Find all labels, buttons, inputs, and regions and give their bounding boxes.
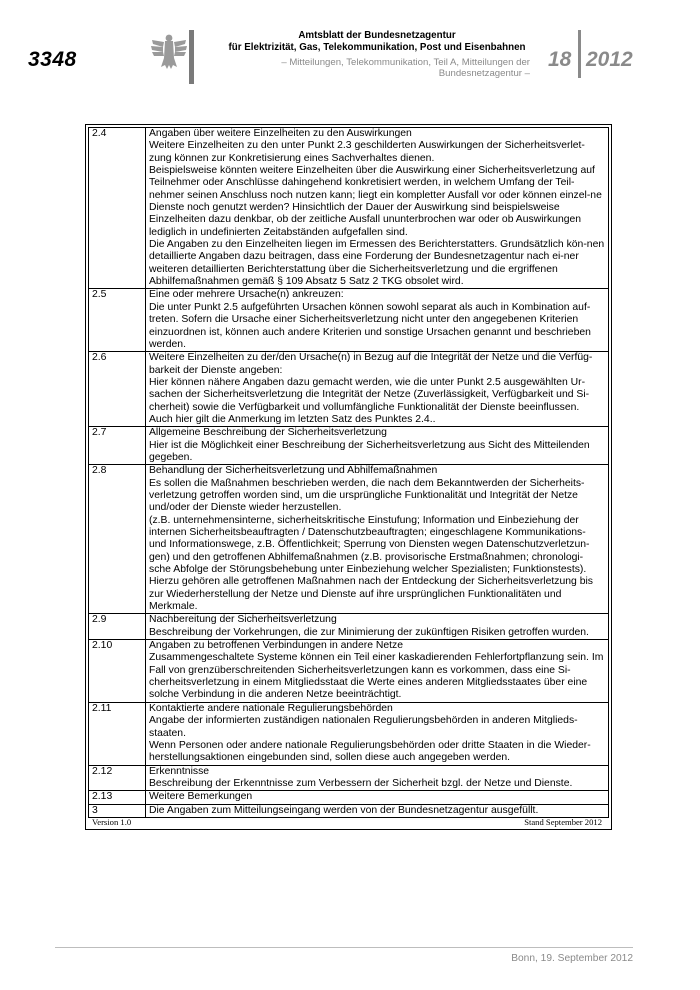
publication-subtitle: für Elektrizität, Gas, Telekommunikation, Post und Eisenbahnen [228, 42, 526, 53]
section-text [146, 702, 609, 765]
issue-number: 18 [548, 48, 572, 71]
section-number: 3 [89, 804, 146, 817]
issue-divider [578, 30, 581, 78]
section-paragraph: Wenn Personen oder andere nationale Regulierungsbehörden oder dritte Staaten in die Wieder-herstellungsaktionen eingebunden sind, sollen diese auch angegeben werden. [149, 739, 591, 764]
table-row [89, 128, 609, 289]
section-text [146, 791, 609, 804]
issue-date: Bonn, 19. September 2012 [511, 953, 633, 964]
section-text [146, 465, 609, 614]
section-text [146, 765, 609, 791]
section-paragraph: Beschreibung der Vorkehrungen, die zur Minimierung der zukünftigen Risiken getroffen wurden. [149, 626, 589, 638]
section-paragraph: Die unter Punkt 2.5 aufgeführten Ursachen können sowohl separat als auch in Kombination auf-treten. Sofern die Ursache einer Sicherheitsverletzung nicht unter den angegebenen Kriterien einzuordnen ist, können auch andere Kriterien und sonstige Ursachen genannt und beschrieben werden. [149, 301, 591, 350]
table-row [89, 427, 609, 465]
section-paragraph: Eine oder mehrere Ursache(n) ankreuzen: [149, 289, 344, 301]
section-paragraph: Weitere Einzelheiten zu den unter Punkt 2.3 geschilderten Auswirkungen der Sicherheitsverlet-zung können zur Konkretisierung eines Sachverhaltes dienen. [149, 140, 585, 164]
section-text [146, 614, 609, 640]
section-paragraph: Beispielsweise könnten weitere Einzelheiten über die Auswirkung einer Sicherheitsverletzung auf Teilnehmer oder Anschlüsse dahingehend konkretisiert werden, in welchem Umfang der Teil-nehmer seinen Anschluss noch nutzen kann; liegt ein kompletter Ausfall vor oder können einzel-ne Dienste noch genutzt werden? Hinsichtlich der Dauer der Auswirkung sind beispielsweise Einzelheiten dazu denkbar, ob der zeitliche Ausfall ununterbrochen war oder ob Auswirkungen lediglich in undefinierten Zeitabständen aufgefallen sind. [149, 165, 602, 238]
section-text [146, 427, 609, 465]
table-row [89, 791, 609, 804]
section-paragraph: (z.B. unternehmensinterne, sicherheitskritische Einstufung; Information und Einbeziehung der internen Sicherheitsbeauftragten / Datenschutzbeauftragten; eingeschlagene Kommunikations- und Informationswege, z.B. Öffentlichkeit; Sperrung von Diensten wegen Datenschutzverletzun-gen) und den getroffenen Abhilfemaßnahmen (z.B. provisorische Erstmaßnahmen; chronologi-sche Abfolge der Störungsbehebung unter Einbeziehung welcher Spezialisten; Funktionstests). [149, 514, 590, 576]
section-paragraph: Behandlung der Sicherheitsverletzung und Abhilfemaßnahmen [149, 465, 438, 477]
section-paragraph: Kontaktierte andere nationale Regulierungsbehörden [149, 702, 393, 714]
page-number: 3348 [28, 48, 77, 71]
table-row [89, 465, 609, 614]
table-row [89, 765, 609, 791]
section-number: 2.11 [89, 702, 146, 765]
section-paragraph: Auch hier gilt die Anmerkung im letzten Satz des Punktes 2.4.. [149, 413, 436, 425]
section-paragraph: Weitere Bemerkungen [149, 791, 253, 803]
table-row [89, 614, 609, 640]
section-number: 2.9 [89, 614, 146, 640]
section-number: 2.4 [89, 128, 146, 289]
instructions-table-body [89, 128, 609, 818]
section-paragraph: Zusammengeschaltete Systeme können ein Teil einer kaskadierenden Fehlerfortpflanzung sein. Im Fall von grenzüberschreitenden Sicherheitsverletzungen kann es vorkommen, dass eine Si-cherheitsverletzung in einem Mitgliedsstaat die Werte eines anderen Mitgliedsstaates über eine solche Verbindung in die anderen Netze beeinträchtigt. [149, 652, 604, 701]
section-paragraph: Hier ist die Möglichkeit einer Beschreibung der Sicherheitsverletzung aus Sicht des Mitteilenden gegeben. [149, 439, 590, 463]
section-paragraph: Angaben über weitere Einzelheiten zu den Auswirkungen [149, 128, 412, 139]
section-paragraph: Beschreibung der Erkenntnisse zum Verbessern der Sicherheit bzgl. der Netze und Dienste. [149, 777, 573, 789]
section-paragraph: Nachbereitung der Sicherheitsverletzung [149, 614, 337, 626]
section-paragraph: Angabe der informierten zuständigen nationalen Regulierungsbehörden in anderen Mitglieds-staaten. [149, 715, 578, 739]
form-stand: Stand September 2012 [524, 817, 602, 827]
issue-year: 2012 [586, 48, 633, 71]
table-row [89, 804, 609, 817]
section-paragraph: Es sollen die Maßnahmen beschrieben werden, die nach dem Bekanntwerden der Sicherheits-verletzung getroffen worden sind, um die ursprüngliche Funktionalität und Integrität der Netze und/oder der Dienste wieder herzustellen. [149, 477, 585, 514]
section-paragraph: Die Angaben zum Mitteilungseingang werden von der Bundesnetzagentur ausgefüllt. [149, 804, 539, 816]
section-paragraph: Allgemeine Beschreibung der Sicherheitsverletzung [149, 427, 387, 439]
table-row [89, 352, 609, 427]
instructions-table [88, 127, 609, 818]
form-version: Version 1.0 [92, 817, 132, 827]
section-number: 2.5 [89, 289, 146, 352]
section-paragraph: Die Angaben zu den Einzelheiten liegen im Ermessen des Berichterstatters. Grundsätzlich kön-nen detaillierte Angaben dazu beitragen, dass eine Forderung der Bundesnetzagentur nach ei-ner weiteren detaillierten Berichterstattung über die Sicherheitsverletzung und die ergriffenen Abhilfemaßnahmen gemäß § 109 Absatz 5 Satz 2 TKG obsolet wird. [149, 239, 605, 288]
section-number: 2.7 [89, 427, 146, 465]
section-text [146, 352, 609, 427]
federal-eagle-logo [150, 32, 188, 72]
section-paragraph: Hierzu gehören alle getroffenen Maßnahmen nach der Entdeckung der Sicherheitsverletzung bis zur Wiederherstellung der Netze und Dienste auf ihre ursprünglichen Funktionalitäten und Merkmale. [149, 576, 593, 613]
section-paragraph: Weitere Einzelheiten zu der/den Ursache(n) in Bezug auf die Integrität der Netze und die Verfüg-barkeit der Dienste angeben: [149, 352, 593, 376]
section-number: 2.12 [89, 765, 146, 791]
section-number: 2.8 [89, 465, 146, 614]
section-number: 2.13 [89, 791, 146, 804]
section-number: 2.6 [89, 352, 146, 427]
section-paragraph: Angaben zu betroffenen Verbindungen in andere Netze [149, 640, 404, 652]
section-number: 2.10 [89, 640, 146, 703]
section-text [146, 640, 609, 703]
table-row [89, 640, 609, 703]
section-paragraph: Erkenntnisse [149, 765, 210, 777]
section-paragraph: Hier können nähere Angaben dazu gemacht werden, wie die unter Punkt 2.5 ausgewählten Ur-sachen der Sicherheitsverletzung die Integrität der Netze (Zuverlässigkeit, Verfügbarkeit und Si-cherheit) sowie die Verfügbarkeit und vollumfängliche Funktionalität der Dienste beeinflussen. [149, 376, 590, 413]
table-row [89, 702, 609, 765]
table-row [89, 289, 609, 352]
footer-rule [55, 947, 633, 948]
publication-section: – Mitteilungen, Telekommunikation, Teil A, Mitteilungen der Bundesnetzagentur – [281, 57, 530, 79]
section-text [146, 128, 609, 289]
section-text [146, 289, 609, 352]
publication-title: Amtsblatt der Bundesnetzagentur [298, 30, 456, 41]
section-text [146, 804, 609, 817]
header-divider-bar [189, 30, 194, 84]
